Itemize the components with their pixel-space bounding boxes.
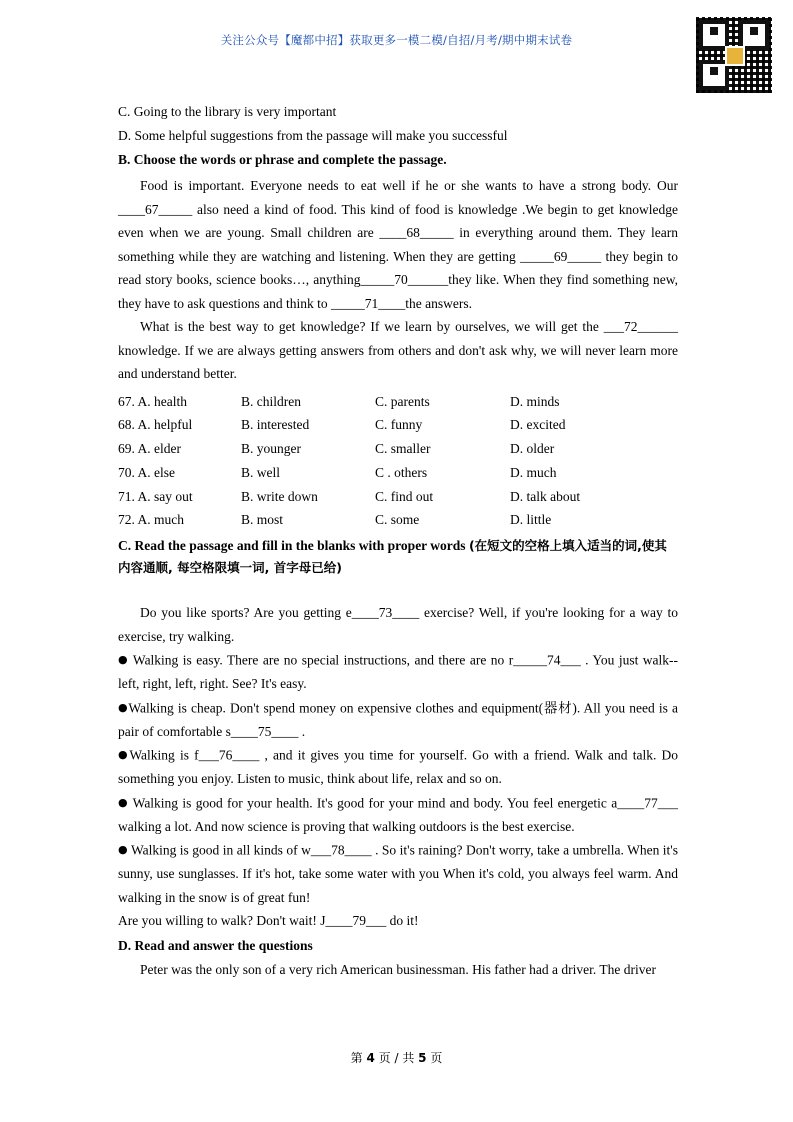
choice-option-c[interactable]: C. smaller: [375, 441, 431, 457]
choice-option-c[interactable]: C. some: [375, 512, 420, 528]
footer-suffix: 页: [430, 1051, 443, 1065]
section-c-bullet-text: Walking is good for your health. It's good for your mind and body. You feel energetic a____77___ walking a lot. And now science is proving that walking outdoors is the best exercise.: [118, 795, 678, 834]
section-c-bullet-text: Walking is f___76____ , and it gives you time for yourself. Go with a friend. Walk and talk. Do something you enjoy. Listen to music, think about life, relax and so on.: [118, 747, 678, 787]
choice-option-d[interactable]: D. minds: [510, 393, 560, 409]
choice-row: [118, 437, 678, 461]
section-b-choices: [118, 390, 678, 533]
choice-option-c[interactable]: C. funny: [375, 417, 423, 433]
footer-mid: 页 / 共: [378, 1051, 415, 1065]
section-c-bullet: [118, 791, 678, 839]
choice-number: 69.: [118, 441, 135, 457]
document-body: [118, 100, 678, 981]
bullet-icon: ●: [118, 748, 130, 762]
section-b-heading: B. Choose the words or phrase and complete the passage.: [118, 152, 447, 167]
section-c-bullet: [118, 696, 678, 744]
option-c: C. Going to the library is very important: [118, 104, 337, 119]
section-c-bullet-text: Walking is cheap. Don't spend money on expensive clothes and equipment(器材). All you need is a pair of comfortable s____75____ .: [118, 700, 678, 739]
choice-option-d[interactable]: D. excited: [510, 417, 566, 433]
footer-page-number: 4: [366, 1051, 375, 1065]
choice-option-b[interactable]: B. most: [241, 512, 284, 528]
choice-number: 71.: [118, 488, 135, 504]
footer-total-pages: 5: [418, 1051, 427, 1065]
choice-option-d[interactable]: D. older: [510, 441, 555, 457]
section-c-heading-en: C. Read the passage and fill in the blanks with proper words: [118, 538, 469, 554]
choice-option-c[interactable]: C . others: [375, 464, 428, 480]
choice-option-a[interactable]: A. else: [137, 464, 176, 480]
choice-option-c[interactable]: C. find out: [375, 488, 434, 504]
bullet-icon: ●: [118, 700, 129, 714]
section-c-closing: Are you willing to walk? Don't wait! J____79___ do it!: [118, 913, 419, 929]
qr-code-icon: [693, 14, 775, 96]
section-c-bullet: [118, 838, 678, 909]
choice-row: [118, 508, 678, 532]
choice-option-a[interactable]: A. elder: [137, 441, 181, 457]
section-c-heading: [118, 535, 678, 579]
choice-option-a[interactable]: A. health: [137, 393, 188, 409]
bullet-icon: ●: [118, 795, 129, 809]
section-c-bullet-text: Walking is easy. There are no special instructions, and there are no r_____74___ . You just walk--left, right, left, right. See? It's easy.: [118, 652, 679, 692]
option-d: D. Some helpful suggestions from the passage will make you successful: [118, 127, 508, 143]
choice-row: [118, 461, 678, 485]
choice-number: 68.: [118, 417, 135, 433]
bullet-icon: ●: [118, 653, 129, 667]
choice-option-b[interactable]: B. write down: [241, 488, 318, 504]
choice-option-d[interactable]: D. little: [510, 512, 552, 528]
section-c-paragraph-1: Do you like sports? Are you getting e____73____ exercise? Well, if you're looking for a way to exercise, try walking.: [118, 605, 678, 644]
promo-banner: 关注公众号【魔都中招】获取更多一模二模/自招/月考/期中期末试卷: [220, 33, 573, 47]
spacer: [118, 579, 678, 601]
choice-option-b[interactable]: B. children: [241, 393, 301, 409]
choice-number: 72.: [118, 512, 135, 528]
choice-option-c[interactable]: C. parents: [375, 393, 430, 409]
section-d-heading: D. Read and answer the questions: [118, 937, 313, 953]
choice-number: 67.: [118, 393, 135, 409]
choice-row: [118, 413, 678, 437]
choice-option-d[interactable]: D. talk about: [510, 488, 581, 504]
choice-option-b[interactable]: B. younger: [241, 441, 301, 457]
choice-option-a[interactable]: A. much: [137, 512, 185, 528]
section-b-paragraph-1: Food is important. Everyone needs to eat well if he or she wants to have a strong body. Our ____67_____ also need a kind of food. This kind of food is knowledge .We begin to get knowledge even when we are young. Small children are ____68_____ in everything around them. They learn something while they are watching and listening. When they are getting _____69_____ they begin to read story books, science books…, anything_____70______they like. When they find something new, they have to ask questions and think to _____71____the answers.: [118, 178, 678, 311]
choice-option-a[interactable]: A. helpful: [137, 417, 193, 433]
section-d-paragraph-1: Peter was the only son of a very rich American businessman. His father had a driver. The driver: [140, 961, 656, 977]
choice-option-b[interactable]: B. well: [241, 464, 280, 480]
choice-option-a[interactable]: A. say out: [137, 488, 193, 504]
section-c-heading-cn: (在短文的空格上填入适当的词,使其内容通顺, 每空格限填一词, 首字母已给): [118, 538, 667, 576]
bullet-icon: ●: [118, 843, 128, 857]
page-footer: [0, 1049, 793, 1066]
choice-number: 70.: [118, 464, 135, 480]
choice-option-d[interactable]: D. much: [510, 464, 557, 480]
choice-row: [118, 485, 678, 509]
choice-option-b[interactable]: B. interested: [241, 417, 310, 433]
section-c-bullet: [118, 743, 678, 791]
section-c-bullet-text: Walking is good in all kinds of w___78____ . So it's raining? Don't worry, take a umbrella. When it's sunny, use sunglasses. If it's hot, take some water with you When it's cold, you always feel warm. And walking in the snow is of great fun!: [118, 842, 678, 905]
section-b-passage: [118, 174, 678, 386]
section-c-bullet: [118, 648, 678, 696]
footer-prefix: 第: [350, 1051, 363, 1065]
section-b-paragraph-2: What is the best way to get knowledge? If we learn by ourselves, we will get the ___72______ knowledge. If we are always getting answers from others and don't ask why, we will never learn more and understand better.: [118, 319, 678, 381]
qr-center-logo: [725, 46, 745, 66]
choice-row: [118, 390, 678, 414]
